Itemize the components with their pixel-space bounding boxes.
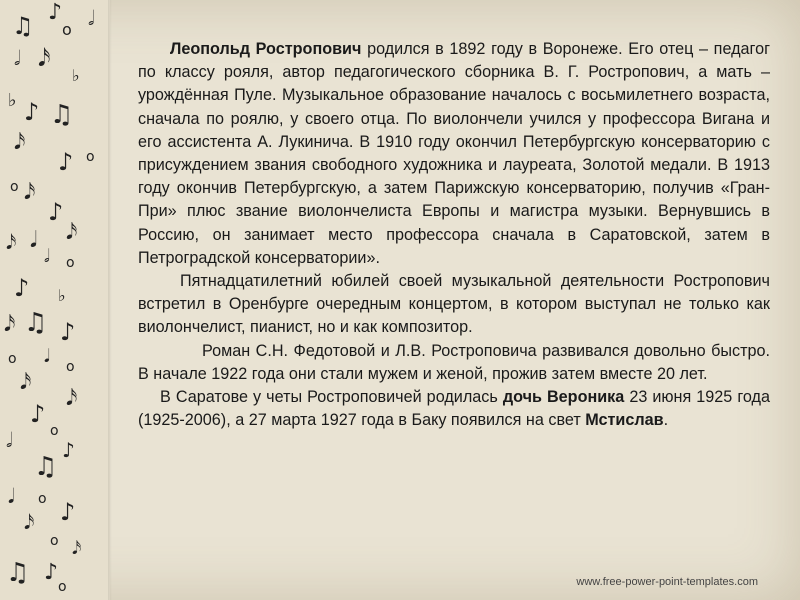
music-note-icon: 𝅘𝅥𝅯 xyxy=(20,370,32,395)
music-note-icon: ♪ xyxy=(44,560,59,585)
paragraph-2: Пятнадцатилетний юбилей своей музыкальной деятельности Ростропович встретил в Оренбурге очередным концертом, в котором выступал не только как виолончелист, пианист, но и как композитор. xyxy=(138,272,770,337)
paragraph-4-start: В Саратове у четы Ростроповичей родилась xyxy=(160,388,503,407)
son-name: Мстислав xyxy=(585,411,664,430)
music-note-icon: o xyxy=(50,423,59,439)
music-note-icon: o xyxy=(66,359,75,375)
music-note-icon: 𝅘𝅥𝅯 xyxy=(66,220,78,245)
music-note-icon: 𝅗𝅥 xyxy=(6,428,13,452)
music-note-icon: o xyxy=(38,491,47,507)
daughter-name: дочь Вероника xyxy=(502,388,625,407)
music-note-icon: 𝅘𝅥𝅯 xyxy=(24,510,35,534)
music-note-icon: o xyxy=(8,351,17,367)
music-note-icon: ♭ xyxy=(72,66,80,85)
music-note-icon: ♫ xyxy=(6,558,30,588)
music-note-icon: ♭ xyxy=(58,286,66,305)
paragraph-1 xyxy=(138,38,770,270)
music-note-icon: ♪ xyxy=(60,498,76,526)
music-note-icon: ♫ xyxy=(24,308,48,338)
music-note-icon: 𝅗𝅥 xyxy=(88,6,95,30)
music-note-icon: ♪ xyxy=(48,0,63,25)
music-note-icon: o xyxy=(50,533,59,549)
music-note-icon: ♫ xyxy=(12,12,34,40)
paragraph-4 xyxy=(138,386,770,432)
music-note-icon: ♪ xyxy=(14,274,30,302)
music-note-icon: o xyxy=(10,179,19,195)
decoration-divider xyxy=(108,0,112,600)
music-note-icon: 𝅘𝅥𝅯 xyxy=(38,44,51,72)
music-note-icon: o xyxy=(86,149,95,165)
music-note-icon: ♪ xyxy=(60,318,76,346)
music-note-icon: 𝅘𝅥 xyxy=(44,346,50,367)
music-note-icon: ♫ xyxy=(34,452,58,482)
music-note-icon: ♪ xyxy=(62,438,75,462)
music-note-icon: o xyxy=(58,579,67,595)
music-note-icon: o xyxy=(66,255,75,271)
music-note-icon: 𝅘𝅥𝅯 xyxy=(24,180,36,205)
music-note-icon: ♪ xyxy=(30,400,46,428)
music-note-icon: 𝅘𝅥𝅯 xyxy=(72,538,82,559)
music-note-icon: 𝅘𝅥𝅯 xyxy=(66,386,78,411)
paragraph-3: Роман С.Н. Федотовой и Л.В. Ростроповича развивался довольно быстро. В начале 1922 года они стали мужем и женой, прожив затем вместе 20 лет. xyxy=(138,341,770,383)
music-note-icon: ♪ xyxy=(48,198,64,226)
music-notes-decoration xyxy=(0,0,110,600)
music-note-icon: ♫ xyxy=(50,100,74,130)
music-note-icon: 𝅘𝅥 xyxy=(30,228,37,253)
slide-body xyxy=(138,38,770,432)
music-note-icon: 𝅗𝅥 xyxy=(14,46,21,70)
music-note-icon: ♭ xyxy=(8,90,17,111)
music-note-icon: 𝅘𝅥 xyxy=(8,484,15,508)
person-name: Леопольд Ростропович xyxy=(170,40,362,58)
paragraph-4-end: . xyxy=(663,411,669,430)
music-note-icon: 𝅘𝅥𝅯 xyxy=(14,130,26,155)
music-note-icon: 𝅗𝅥 xyxy=(44,246,50,267)
paragraph-1-text: родился в 1892 году в Воронеже. Его отец – педагог по классу рояля, автор педагогического сборника В. Г. Ростропович, а мать – урождённая Пуле. Музыкальное образование началось с восьмилетнего возраста, сначала по роялю, у своего отца. По виолончели учился у профессора Вигана и его ассистента А. Лукинича. В 1910 году окончил Петербургскую консерваторию с присуждением звания свободного художника и лауреата, Золотой медали. В 1913 году окончив Петербургскую, а затем Парижскую консерваторию, получив «Гран-При» плюс звание виолончелиста Европы и магистра музыки. Вернувшись в Россию, он занимает место профессора сначала в Саратовской, затем в Петроградской консерватории». xyxy=(138,40,771,267)
footer-url: www.free-power-point-templates.com xyxy=(576,576,758,588)
music-note-icon: ♪ xyxy=(58,148,74,176)
music-note-icon: 𝅘𝅥𝅯 xyxy=(6,230,17,254)
music-note-icon: o xyxy=(62,20,72,39)
paragraph-4-middle: 23 июня 1925 года (1925-2006), а 27 марта 1927 года в Баку появился на свет xyxy=(138,388,770,430)
music-note-icon: 𝅘𝅥𝅯 xyxy=(4,312,16,337)
music-note-icon: ♪ xyxy=(24,98,40,126)
